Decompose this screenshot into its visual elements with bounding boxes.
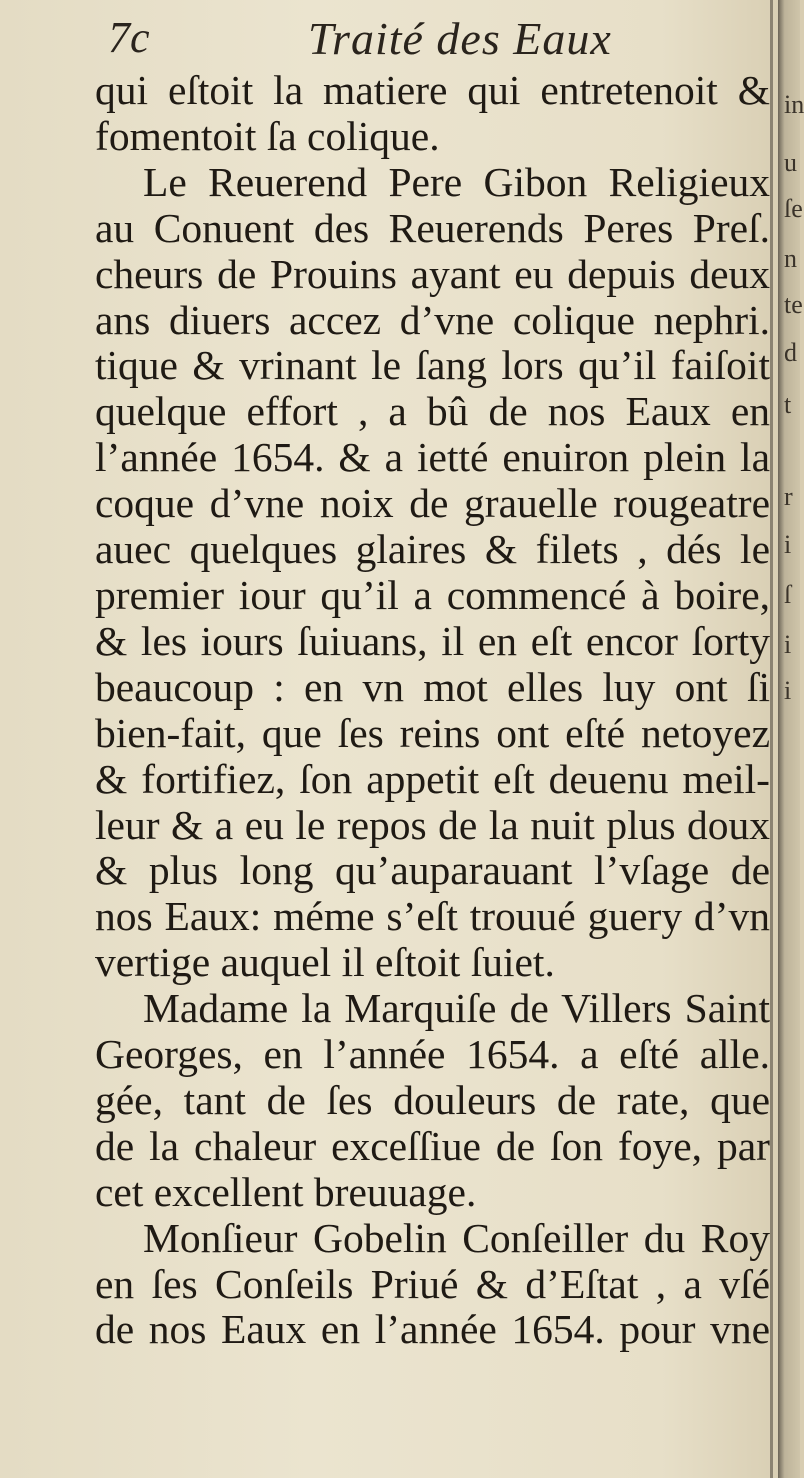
facing-page-fragment: i	[784, 530, 792, 559]
text-line: fomentoit ſa colique.	[95, 112, 440, 159]
facing-page-fragment: d	[784, 338, 797, 367]
running-title: Traité des Eaux	[308, 13, 612, 64]
text-line: ans diuers accez d’vne colique nephri.	[95, 296, 770, 343]
facing-page-edge	[778, 0, 804, 1478]
text-line: cheurs de Prouins ayant eu depuis deux	[95, 250, 770, 297]
text-line: de la chaleur exceſſiue de ſon foye, par	[95, 1122, 770, 1169]
text-line: leur & a eu le repos de la nuit plus doux	[95, 801, 770, 848]
text-line: & fortifiez, ſon appetit eſt deuenu meil-	[95, 755, 770, 802]
text-line: & les iours ſuiuans, il en eſt encor ſorty	[95, 617, 770, 664]
facing-page-fragment: te	[784, 290, 803, 319]
text-line: bien-fait, que ſes reins ont eſté netoyez	[95, 709, 770, 756]
facing-page-fragment: i	[784, 676, 792, 705]
facing-page-fragment: r	[784, 482, 793, 511]
text-line: nos Eaux: méme s’eſt trouué guery d’vn	[95, 893, 770, 940]
text-line: tique & vrinant le ſang lors qu’il faiſoit	[95, 342, 770, 389]
text-line: Georges, en l’année 1654. a eſté alle.	[95, 1031, 770, 1078]
text-line: auec quelques glaires & filets , dés le	[95, 526, 770, 573]
text-line: de nos Eaux en l’année 1654. pour vne	[95, 1306, 770, 1353]
text-line: au Conuent des Reuerends Peres Preſ.	[95, 204, 770, 251]
facing-page-fragment: t	[784, 390, 792, 419]
facing-page-fragment: ſe	[784, 194, 803, 223]
text-line: gée, tant de ſes douleurs de rate, que	[95, 1076, 770, 1123]
facing-page-fragment: ſ	[784, 580, 792, 609]
facing-page-fragment: i	[784, 630, 792, 659]
text-line: quelque effort , a bû de nos Eaux en	[95, 388, 770, 435]
text-line: & plus long qu’auparauant l’vſage de	[95, 847, 770, 894]
facing-page-fragment: u	[784, 148, 797, 177]
text-line: premier iour qu’il a commencé à boire,	[95, 571, 770, 618]
page-header	[108, 12, 768, 72]
page-number: 7c	[108, 13, 150, 62]
text-line: coque d’vne noix de grauelle rougeatre	[95, 480, 770, 527]
paragraph-start-line: Monſieur Gobelin Conſeiller du Roy	[143, 1214, 770, 1261]
facing-page-fragment: n	[784, 244, 797, 273]
facing-page-fragment: in	[784, 90, 804, 119]
paragraph-start-line: Madame la Marquiſe de Villers Saint	[143, 985, 770, 1032]
page-edge-shadow	[770, 0, 773, 1478]
text-line: beaucoup : en vn mot elles luy ont ſi	[95, 663, 770, 710]
text-line: cet excellent breuuage.	[95, 1168, 477, 1215]
text-line: en ſes Conſeils Priué & d’Eſtat , a vſé	[95, 1260, 770, 1307]
paragraph-start-line: Le Reuerend Pere Gibon Religieux	[143, 158, 770, 205]
text-line: vertige auquel il eſtoit ſuiet.	[95, 939, 555, 986]
body-text	[95, 68, 770, 1353]
text-line: l’année 1654. & a ietté enuiron plein la	[95, 434, 770, 481]
text-line: qui eſtoit la matiere qui entretenoit &	[95, 67, 770, 113]
